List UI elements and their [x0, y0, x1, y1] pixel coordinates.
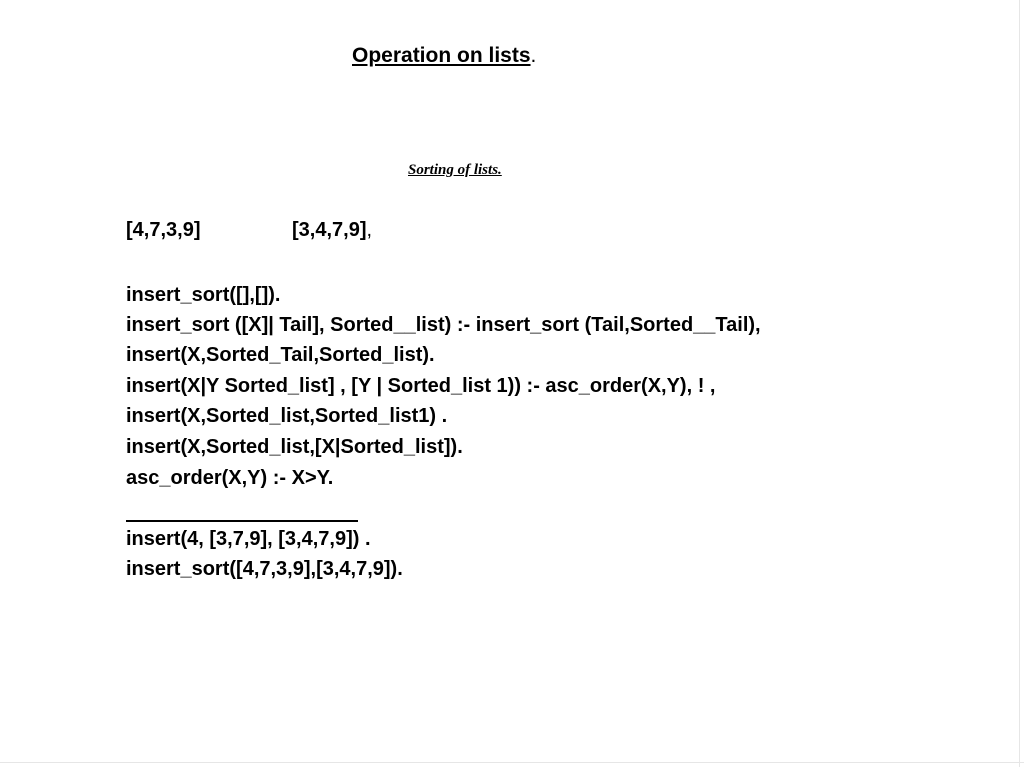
title-text: Operation on lists: [352, 44, 531, 67]
query-line: insert(4, [3,7,9], [3,4,7,9]) .: [126, 528, 371, 550]
slide-border-bottom: [0, 762, 1024, 763]
slide-border-right: [1019, 0, 1020, 767]
example-output-list-text: [3,4,7,9]: [292, 219, 367, 241]
code-line: insert(X,Sorted_Tail,Sorted_list).: [126, 344, 435, 366]
code-line: insert_sort([],[]).: [126, 284, 281, 306]
query-line: insert_sort([4,7,3,9],[3,4,7,9]).: [126, 558, 403, 580]
code-line: insert(X,Sorted_list,[X|Sorted_list]).: [126, 436, 463, 458]
code-line: insert(X|Y Sorted_list] , [Y | Sorted_list 1)) :- asc_order(X,Y), ! ,: [126, 375, 716, 397]
separator-line: [126, 520, 358, 522]
title-period: .: [530, 44, 537, 67]
code-line: insert_sort ([X]| Tail], Sorted__list) :- insert_sort (Tail,Sorted__Tail),: [126, 314, 761, 336]
code-line: insert(X,Sorted_list,Sorted_list1) .: [126, 405, 448, 427]
example-output-suffix: ,: [366, 219, 373, 241]
slide-title: [352, 44, 536, 68]
example-input-list: [4,7,3,9]: [126, 219, 201, 241]
code-line: asc_order(X,Y) :- X>Y.: [126, 467, 334, 489]
example-output-list: [292, 219, 372, 242]
slide-subtitle: Sorting of lists.: [408, 162, 502, 178]
